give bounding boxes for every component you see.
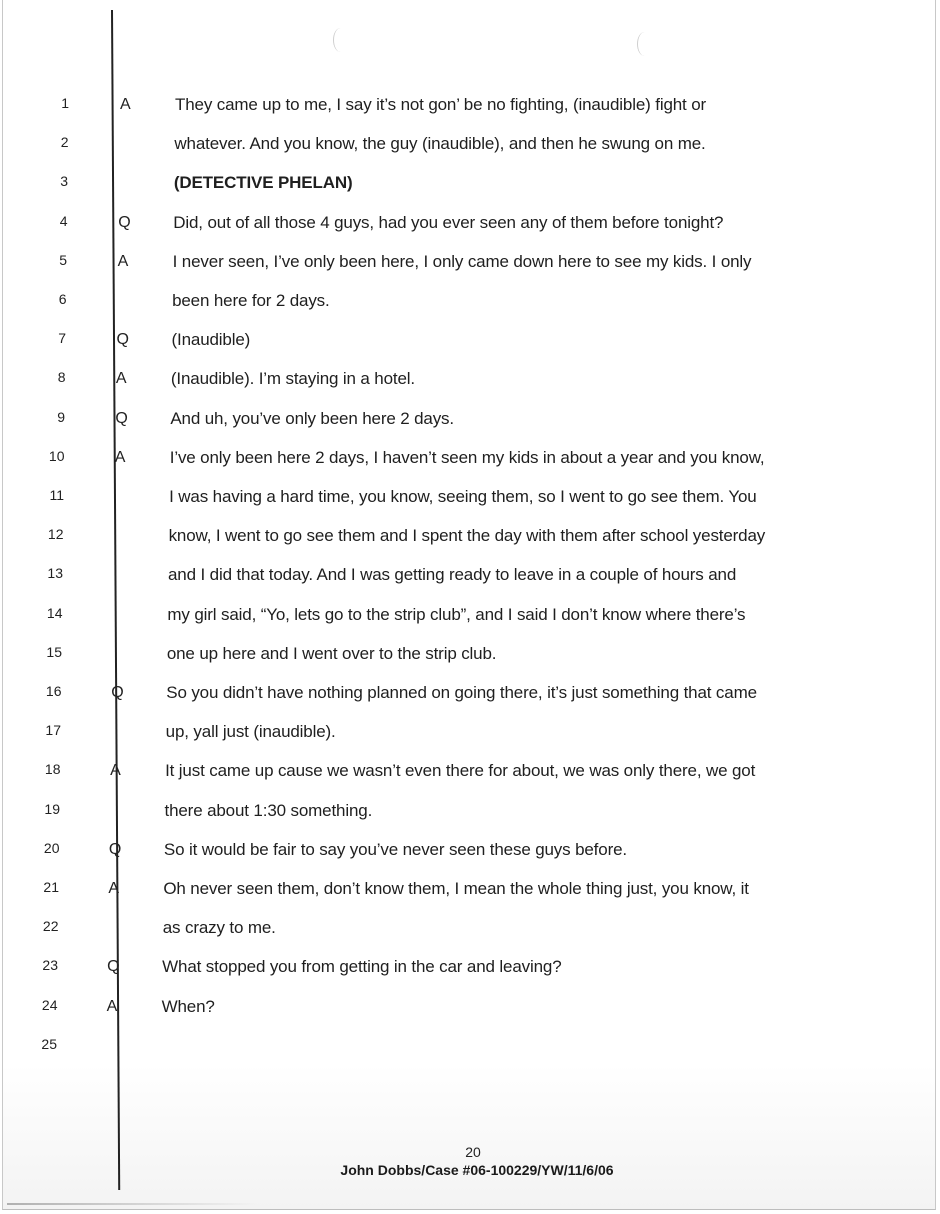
line-text: (Inaudible). I’m staying in a hotel.: [170, 369, 415, 389]
transcript-line: [3, 526, 937, 548]
line-number: 25: [41, 1035, 57, 1052]
line-number: 4: [59, 212, 68, 229]
line-number: 5: [59, 251, 67, 268]
transcript-line: [3, 605, 937, 627]
line-text: I’ve only been here 2 days, I haven’t seen my kids in about a year and you know,: [169, 447, 765, 467]
transcript-line: [3, 565, 937, 587]
line-number: 17: [45, 722, 61, 739]
line-number: 6: [58, 291, 67, 307]
speaker-label: A: [106, 997, 118, 1015]
line-text: Did, out of all those 4 guys, had you ever seen any of them before tonight?: [173, 212, 724, 232]
line-text: (Inaudible): [171, 330, 251, 350]
speaker-label: Q: [107, 958, 120, 976]
speaker-label: A: [117, 252, 129, 270]
transcript-line: [3, 761, 937, 783]
line-number: 3: [60, 173, 68, 190]
line-text: I never seen, I’ve only been here, I only came down here to see my kids. I only: [172, 251, 752, 271]
line-text: my girl said, “Yo, lets go to the strip club”, and I said I don’t know where there’s: [167, 604, 746, 624]
line-text: They came up to me, I say it’s not gon’ be no fighting, (inaudible) fight or: [175, 95, 707, 114]
line-number: 24: [41, 996, 58, 1013]
line-text: one up here and I went over to the strip club.: [166, 643, 497, 663]
line-text: as crazy to me.: [162, 918, 276, 938]
line-text: It just came up cause we wasn’t even there for about, we was only there, we got: [165, 761, 756, 781]
hole-punch-mark: [637, 32, 652, 56]
line-text: Oh never seen them, don’t know them, I mean the whole thing just, you know, it: [163, 879, 749, 898]
transcript-line: [3, 1036, 937, 1058]
speaker-label: Q: [115, 409, 128, 427]
line-number: 11: [49, 487, 64, 503]
line-number: 16: [45, 683, 62, 699]
line-number: 20: [43, 839, 60, 856]
line-text: been here for 2 days.: [172, 291, 330, 310]
line-number: 12: [47, 526, 64, 543]
line-text: I was having a hard time, you know, seeing them, so I went to go see them. You: [169, 487, 757, 506]
line-text: So it would be fair to say you’ve never seen these guys before.: [163, 839, 627, 859]
transcript-line: [3, 291, 937, 313]
line-number: 8: [57, 369, 66, 386]
line-number: 7: [58, 330, 66, 347]
speaker-label: A: [115, 370, 127, 388]
speaker-label: Q: [108, 840, 122, 858]
transcript-line: [3, 683, 937, 705]
transcript-line: [3, 448, 937, 470]
transcript-line: [3, 879, 937, 901]
transcript-line: [3, 487, 937, 509]
speaker-heading: (DETECTIVE PHELAN): [173, 173, 353, 193]
speaker-label: Q: [118, 213, 131, 231]
transcript-line: [3, 957, 937, 979]
line-number: 19: [44, 800, 60, 817]
speaker-label: Q: [116, 331, 129, 349]
transcript-line: [3, 801, 937, 823]
line-number: 13: [47, 565, 63, 582]
line-text: up, yall just (inaudible).: [165, 722, 336, 742]
line-text: there about 1:30 something.: [164, 800, 373, 820]
line-text: So you didn’t have nothing planned on going there, it’s just something that came: [166, 683, 757, 702]
line-number: 10: [48, 447, 65, 464]
line-number: 2: [60, 134, 69, 151]
transcript-line: [3, 213, 937, 235]
speaker-label: A: [114, 448, 126, 466]
line-number: 22: [42, 918, 59, 935]
hole-punch-mark: [333, 28, 348, 52]
line-number: 1: [61, 95, 69, 111]
line-number: 14: [46, 604, 63, 621]
transcript-line: [3, 918, 937, 940]
speaker-label: A: [120, 96, 131, 113]
transcript-line: [3, 173, 937, 195]
transcript-line: [3, 252, 937, 274]
case-footer: John Dobbs/Case #06-100229/YW/11/6/06: [340, 1162, 614, 1178]
line-number: 15: [46, 643, 62, 660]
transcript-line: [3, 95, 937, 117]
line-text: and I did that today. And I was getting ready to leave in a couple of hours and: [168, 565, 737, 585]
line-text: whatever. And you know, the guy (inaudible), and then he swung on me.: [174, 134, 706, 154]
transcript-line: [3, 722, 937, 744]
transcript-line: [3, 330, 937, 352]
page-number: 20: [465, 1144, 481, 1160]
line-text: When?: [161, 996, 215, 1016]
line-text: And uh, you’ve only been here 2 days.: [170, 408, 454, 428]
line-text: know, I went to go see them and I spent the day with them after school yesterday: [168, 526, 766, 546]
line-number: 21: [43, 879, 59, 895]
line-number: 23: [42, 957, 58, 974]
transcript-line: [3, 369, 937, 391]
transcript-line: [3, 997, 937, 1019]
line-number: 9: [57, 408, 65, 425]
speaker-label: A: [108, 880, 119, 897]
transcript-line: [3, 840, 937, 862]
transcript-line: [3, 134, 937, 156]
page-edge-shadow: [7, 1203, 257, 1205]
line-text: What stopped you from getting in the car and leaving?: [162, 957, 562, 977]
line-number: 18: [44, 761, 61, 778]
transcript-line: [3, 644, 937, 666]
speaker-label: Q: [111, 684, 124, 701]
transcript-page: [2, 0, 936, 1210]
speaker-label: A: [110, 762, 121, 780]
transcript-line: [3, 409, 937, 431]
